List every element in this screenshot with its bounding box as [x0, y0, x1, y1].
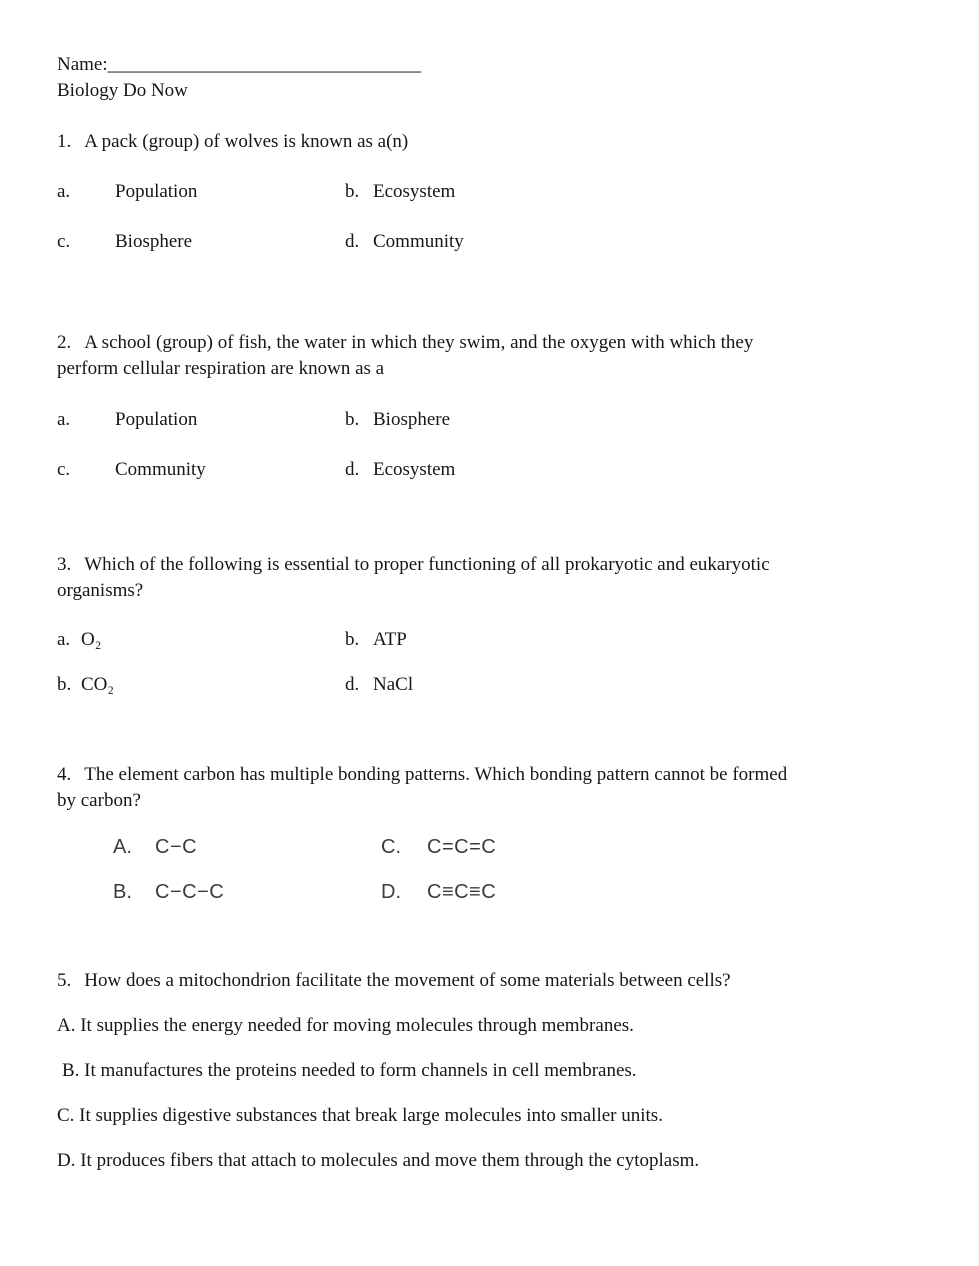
- question-5-body: How does a mitochondrion facilitate the movement of some materials between cells?: [84, 970, 731, 991]
- question-1-text: [57, 129, 921, 155]
- question-4-choices: [113, 834, 921, 906]
- question-1-number: 1.: [57, 131, 72, 152]
- answer-line-b: B. It manufactures the proteins needed to form channels in cell membranes.: [62, 1060, 637, 1081]
- choice-letter: B.: [113, 881, 132, 903]
- choice-text: Community: [115, 459, 206, 480]
- question-3-text: [57, 552, 921, 604]
- question-4-body-line-2: by carbon?: [57, 790, 141, 811]
- choice-letter: a.: [57, 629, 71, 650]
- choice-text: Community: [373, 231, 464, 252]
- choice-text: NaCl: [373, 674, 414, 695]
- choice-letter: a.: [57, 181, 71, 202]
- answer-line-d: D. It produces fibers that attach to molecules and move them through the cytoplasm.: [57, 1150, 700, 1171]
- choice-letter: b.: [57, 674, 72, 695]
- choice-text: Population: [115, 409, 198, 430]
- question-2-body-line-1: A school (group) of fish, the water in which they swim, and the oxygen with which they: [84, 332, 754, 353]
- question-5-number: 5.: [57, 970, 72, 991]
- question-4-text: [57, 762, 921, 814]
- choice-letter: d.: [345, 674, 360, 695]
- choice-letter: b.: [345, 629, 360, 650]
- question-1-choices: [57, 179, 921, 255]
- choice-letter: d.: [345, 459, 360, 480]
- bond-formula-single: C−C: [155, 836, 198, 858]
- question-4-body-line-1: The element carbon has multiple bonding patterns. Which bonding pattern cannot be formed: [84, 764, 788, 785]
- choice-text: Biosphere: [373, 409, 451, 430]
- question-5: [57, 968, 921, 1174]
- choice-letter: a.: [57, 409, 71, 430]
- choice-letter: A.: [113, 836, 132, 858]
- choice-text: O₂: [81, 629, 102, 650]
- choice-text: Ecosystem: [373, 459, 456, 480]
- choice-letter: c.: [57, 459, 71, 480]
- choice-letter: C.: [381, 836, 401, 858]
- choice-letter: c.: [57, 231, 71, 252]
- question-1-body: A pack (group) of wolves is known as a(n): [84, 131, 409, 152]
- question-3-number: 3.: [57, 554, 72, 575]
- answer-line-c: C. It supplies digestive substances that break large molecules into smaller units.: [57, 1105, 663, 1126]
- question-5-text: [57, 968, 921, 994]
- choice-text: ATP: [373, 629, 407, 650]
- question-2-text: [57, 330, 921, 382]
- question-4: [57, 762, 921, 906]
- worksheet-title: Biology Do Now: [57, 80, 188, 101]
- name-label: Name:: [57, 54, 108, 75]
- question-3-choices: [57, 627, 921, 698]
- question-2-body-line-2: perform cellular respiration are known as a: [57, 358, 385, 379]
- choice-text: CO₂: [81, 674, 115, 695]
- question-2: [57, 330, 921, 483]
- question-2-choices: [57, 407, 921, 483]
- bond-formula-triple: C≡C≡C: [427, 881, 497, 903]
- bond-formula-single-chain: C−C−C: [155, 881, 225, 903]
- question-4-number: 4.: [57, 764, 72, 785]
- question-1: [57, 129, 921, 255]
- choice-letter: d.: [345, 231, 360, 252]
- choice-text: Population: [115, 181, 198, 202]
- choice-letter: b.: [345, 409, 360, 430]
- name-field: [57, 52, 921, 78]
- answer-line-a: A. It supplies the energy needed for moving molecules through membranes.: [57, 1015, 634, 1036]
- choice-text: Ecosystem: [373, 181, 456, 202]
- choice-text: Biosphere: [115, 231, 193, 252]
- question-3-body-line-2: organisms?: [57, 580, 144, 601]
- question-3-body-line-1: Which of the following is essential to proper functioning of all prokaryotic and eukaryotic: [84, 554, 770, 575]
- bond-formula-double: C=C=C: [427, 836, 497, 858]
- question-5-answers: [57, 1013, 921, 1174]
- name-blank-line: _________________________________: [107, 54, 422, 75]
- question-2-number: 2.: [57, 332, 72, 353]
- question-3: [57, 552, 921, 698]
- choice-letter: b.: [345, 181, 360, 202]
- choice-letter: D.: [381, 881, 401, 903]
